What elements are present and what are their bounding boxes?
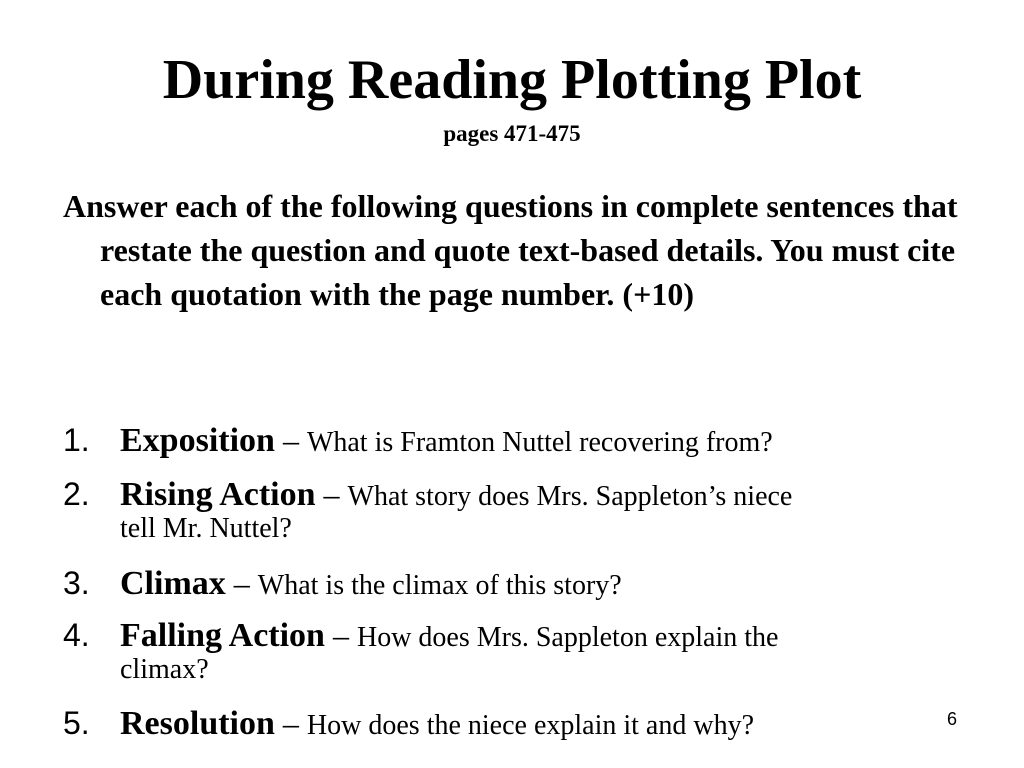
question-number: 5. <box>63 705 90 741</box>
question-dash: – <box>274 705 307 741</box>
question-item <box>63 615 963 686</box>
question-number: 3. <box>63 565 90 601</box>
question-dash: – <box>225 565 258 601</box>
instructions-text: Answer each of the following questions in complete sentences that restate the question and quote text-based details. You must cite each quotation with the page number. (+10) <box>63 188 958 312</box>
slide-title: During Reading Plotting Plot <box>162 49 862 111</box>
question-number: 4. <box>63 617 90 653</box>
question-text: What is Framton Nuttel recovering from? <box>306 427 773 458</box>
question-term: Falling Action <box>120 617 325 654</box>
question-item <box>63 474 963 545</box>
question-text: What is the climax of this story? <box>257 570 622 601</box>
question-item <box>63 563 963 606</box>
slide-page-number: 6 <box>947 709 958 729</box>
question-dash: – <box>315 476 348 512</box>
question-term: Resolution <box>120 705 275 742</box>
question-item <box>63 420 963 463</box>
question-number: 1. <box>63 422 90 458</box>
question-dash: – <box>324 617 357 653</box>
question-dash: – <box>274 422 307 458</box>
question-term: Climax <box>120 565 226 602</box>
question-number: 2. <box>63 476 90 512</box>
slide-subtitle: pages 471-475 <box>443 121 581 146</box>
question-text: What story does Mrs. Sappleton’s niece <box>347 481 793 512</box>
question-term: Exposition <box>120 422 275 459</box>
question-term: Rising Action <box>120 476 316 513</box>
question-text-continued: climax? <box>120 654 209 685</box>
question-text: How does the niece explain it and why? <box>306 710 755 741</box>
question-text: How does Mrs. Sappleton explain the <box>356 622 779 653</box>
question-text-continued: tell Mr. Nuttel? <box>120 513 292 544</box>
question-item <box>63 703 963 746</box>
